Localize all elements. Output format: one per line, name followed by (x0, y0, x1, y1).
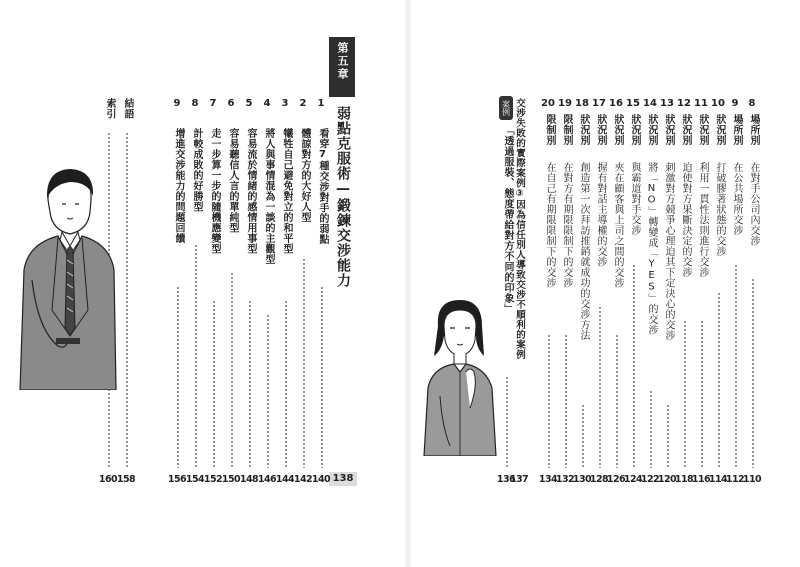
entry-page-number: 110 (742, 474, 762, 485)
entry-number: 17 (592, 98, 606, 109)
entry-page-number: 128 (589, 474, 609, 485)
entry-number: 11 (694, 98, 708, 109)
entry-page-number: 132 (555, 474, 575, 485)
entry-number: 10 (711, 98, 725, 109)
entry-leader (752, 278, 754, 468)
entry-page-number: 130 (572, 474, 592, 485)
closing-page-number: 160 (98, 474, 118, 485)
entry-title: 走一步算一步的隨機應變型 (209, 128, 220, 254)
entry-page-number: 148 (239, 474, 259, 485)
entry-category: 狀況別 (680, 114, 691, 146)
entry-title: 打破膠著狀態的交涉 (714, 162, 725, 257)
entry-category: 限制別 (561, 114, 572, 146)
entry-page-number: 134 (538, 474, 558, 485)
closing-leader (126, 132, 128, 468)
chapter-label: 第五章 (336, 42, 349, 81)
entry-title: 迫使對方果斷決定的交涉 (680, 162, 691, 278)
chapter-label-box (329, 37, 355, 97)
entry-leader (195, 244, 197, 468)
chapter-title: 弱點克服術—鍛鍊交涉能力 (335, 106, 351, 288)
entry-number: 6 (227, 98, 235, 109)
entry-category: 狀況別 (629, 114, 640, 146)
entry-number: 18 (575, 98, 589, 109)
entry-category: 狀況別 (714, 114, 725, 146)
entry-leader (701, 320, 703, 468)
entry-category: 限制別 (544, 114, 555, 146)
entry-page-number: 126 (606, 474, 626, 485)
case-line-1: 「透過服裝、態度帶給對方不同的印象」 (502, 125, 513, 314)
entry-category: 場所別 (748, 114, 759, 146)
entry-category: 場所別 (731, 114, 742, 146)
entry-page-number: 146 (257, 474, 277, 485)
book-gutter (405, 0, 411, 567)
entry-number: 9 (731, 98, 739, 109)
entry-title: 刺激對方競爭心理迫其下定決心的交涉 (663, 162, 674, 341)
entry-leader (285, 300, 287, 468)
entry-category: 狀況別 (663, 114, 674, 146)
entry-leader (303, 258, 305, 468)
case-line-1-page: 136 (496, 474, 516, 485)
case-line-2-page: 137 (509, 474, 529, 485)
entry-page-number: 114 (708, 474, 728, 485)
entry-leader (718, 292, 720, 468)
entry-title: 與霸道對手交涉 (629, 162, 640, 236)
entry-leader (267, 314, 269, 468)
entry-category: 狀況別 (595, 114, 606, 146)
chapter-page-number: 138 (329, 472, 357, 486)
entry-title: 在自己有期限限制下的交涉 (544, 162, 555, 288)
entry-number: 13 (660, 98, 674, 109)
entry-page-number: 150 (221, 474, 241, 485)
entry-leader (650, 390, 652, 468)
entry-leader (177, 286, 179, 468)
closing-title: 索引 (104, 98, 115, 119)
entry-page-number: 154 (185, 474, 205, 485)
entry-page-number: 144 (275, 474, 295, 485)
entry-number: 12 (677, 98, 691, 109)
entry-page-number: 116 (691, 474, 711, 485)
case-line-1-leader (506, 376, 508, 468)
closing-page-number: 158 (116, 474, 136, 485)
entry-leader (582, 404, 584, 468)
entry-title: 將「NO」轉變成「YES」的交涉 (646, 162, 657, 335)
entry-number: 9 (173, 98, 181, 109)
entry-title: 在對方有期限限制下的交涉 (561, 162, 572, 288)
entry-number: 8 (191, 98, 199, 109)
businesswoman-illustration (420, 296, 500, 456)
entry-title: 犧牲自己避免對立的和平型 (281, 128, 292, 254)
entry-number: 14 (643, 98, 657, 109)
entry-leader (616, 334, 618, 468)
entry-page-number: 124 (623, 474, 643, 485)
entry-number: 1 (317, 98, 325, 109)
entry-title: 容易聽信人言的單純型 (227, 128, 238, 233)
entry-title: 創造第一次拜訪推銷就成功的交涉方法 (578, 162, 589, 341)
entry-number: 3 (281, 98, 289, 109)
businessman-illustration (18, 160, 118, 390)
entry-page-number: 112 (725, 474, 745, 485)
entry-title: 計較成敗的好勝型 (191, 128, 202, 212)
entry-leader (321, 286, 323, 468)
entry-leader (667, 404, 669, 468)
entry-title: 在對手公司內交涉 (748, 162, 759, 246)
entry-leader (249, 300, 251, 468)
entry-leader (735, 264, 737, 468)
entry-title: 利用一貫性法則進行交涉 (697, 162, 708, 278)
closing-title: 結語 (122, 98, 133, 119)
entry-number: 4 (263, 98, 271, 109)
entry-number: 7 (209, 98, 217, 109)
entry-page-number: 120 (657, 474, 677, 485)
entry-page-number: 140 (311, 474, 331, 485)
entry-title: 握有對話主導權的交涉 (595, 162, 606, 267)
entry-leader (684, 320, 686, 468)
entry-number: 19 (558, 98, 572, 109)
entry-leader (213, 300, 215, 468)
case-line-2: 交涉失敗的實際案例③因為信任別人導致交涉不順利的案例 (514, 98, 525, 360)
entry-leader (548, 334, 550, 468)
entry-title: 容易流於情緒的感情用事型 (245, 128, 256, 254)
entry-number: 16 (609, 98, 623, 109)
entry-category: 狀況別 (646, 114, 657, 146)
entry-page-number: 156 (167, 474, 187, 485)
entry-leader (633, 264, 635, 468)
entry-leader (231, 272, 233, 468)
entry-number: 8 (748, 98, 756, 109)
entry-category: 狀況別 (697, 114, 708, 146)
entry-leader (599, 306, 601, 468)
entry-number: 2 (299, 98, 307, 109)
entry-page-number: 152 (203, 474, 223, 485)
entry-title: 夾在顧客與上司之間的交涉 (612, 162, 623, 288)
entry-title: 體諒對方的大好人型 (299, 128, 310, 223)
entry-leader (565, 334, 567, 468)
entry-number: 5 (245, 98, 253, 109)
case-badge: 案例 (499, 96, 513, 120)
entry-page-number: 118 (674, 474, 694, 485)
entry-category: 狀況別 (578, 114, 589, 146)
entry-title: 將人與事情混為一談的主觀型 (263, 128, 274, 265)
entry-page-number: 142 (293, 474, 313, 485)
entry-title: 在公共場所交涉 (731, 162, 742, 236)
entry-category: 狀況別 (612, 114, 623, 146)
entry-title: 看穿7種交涉對手的弱點 (317, 128, 328, 245)
entry-number: 15 (626, 98, 640, 109)
entry-number: 20 (541, 98, 555, 109)
entry-title: 增進交涉能力的問題回饋 (173, 128, 184, 244)
entry-page-number: 122 (640, 474, 660, 485)
